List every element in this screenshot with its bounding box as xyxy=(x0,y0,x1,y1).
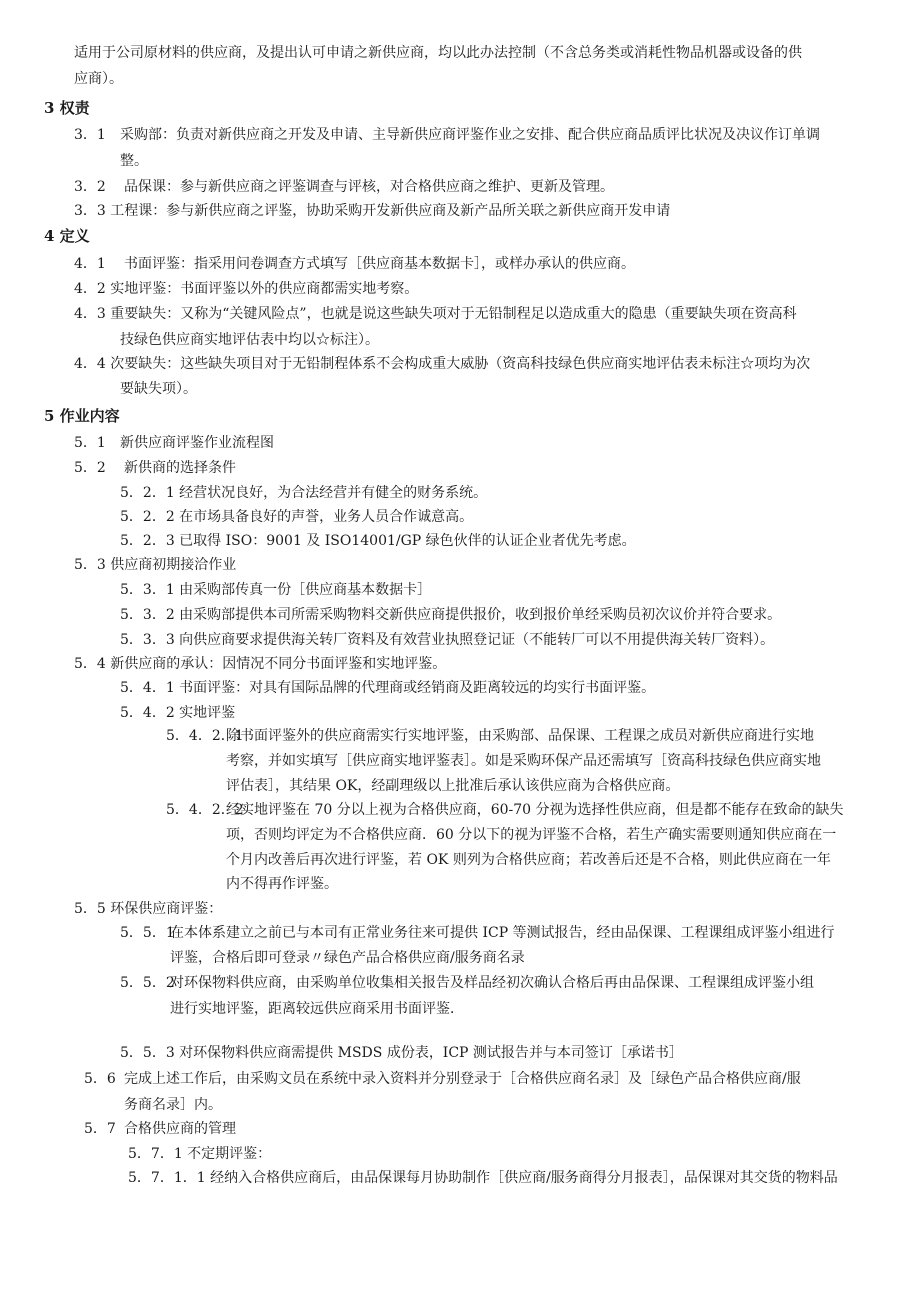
intro-line-2: 应商）。 xyxy=(74,71,123,87)
item-5-4-2-2-line-4: 内不得再作评鉴。 xyxy=(226,876,338,892)
item-5-7-1-1: 5．7．1．1 经纳入合格供应商后，由品保课每月协助制作［供应商/服务商得分月报表］，品保课对其交货的物料品 xyxy=(128,1170,838,1186)
item-3-2-text: 品保课：参与新供应商之评鉴调查与评核，对合格供应商之维护、更新及管理。 xyxy=(124,179,614,195)
item-5-4-2-2-number: 5．4．2．2 xyxy=(166,802,244,818)
item-5-4-2: 5．4．2 实地评鉴 xyxy=(120,705,236,721)
item-5-6-line-1: 完成上述工作后，由采购文员在系统中录入资料并分别登录于［合格供应商名录］及［绿色产品合格供应商/服 xyxy=(124,1071,801,1087)
item-5-3: 5．3 供应商初期接洽作业 xyxy=(74,557,237,573)
item-5-1-text: 新供应商评鉴作业流程图 xyxy=(120,435,274,451)
item-5-5-2-line-2: 进行实地评鉴，距离较远供应商采用书面评鉴． xyxy=(170,1001,464,1017)
item-3-2-number: 3．2 xyxy=(74,179,106,195)
item-4-1-number: 4．1 xyxy=(74,256,106,272)
item-5-4-2-1-line-1: 除书面评鉴外的供应商需实行实地评鉴，由采购部、品保课、工程课之成员对新供应商进行实地 xyxy=(226,728,814,744)
item-5-6-number: 5．6 xyxy=(84,1071,116,1087)
item-5-7-text: 合格供应商的管理 xyxy=(124,1121,236,1137)
item-5-4-2-1-line-2: 考察，并如实填写［供应商实地评鉴表］。如是采购环保产品还需填写［资高科技绿色供应商实地 xyxy=(226,753,821,769)
item-5-4-2-1-line-3: 评估表］，其结果 OK，经副理级以上批准后承认该供应商为合格供应商。 xyxy=(226,778,680,794)
item-4-2-text: 4．2 实地评鉴：书面评鉴以外的供应商都需实地考察。 xyxy=(74,281,419,297)
item-5-5-2-line-1: 对环保物料供应商，由采购单位收集相关报告及样品经初次确认合格后再由品保课、工程课组成评鉴小组 xyxy=(170,975,814,991)
item-3-3-text: 3．3 工程课：参与新供应商之评鉴，协助采购开发新供应商及新产品所关联之新供应商开发申请 xyxy=(74,203,671,219)
item-4-4-line-2: 要缺失项）。 xyxy=(120,381,197,397)
item-5-4-2-2-line-1: 经实地评鉴在 70 分以上视为合格供应商，60-70 分视为选择性供应商，但是都不能存在致命的缺失 xyxy=(226,802,844,818)
item-3-1-number: 3．1 xyxy=(74,127,106,143)
item-5-3-2: 5．3．2 由采购部提供本司所需采购物料交新供应商提供报价，收到报价单经采购员初次议价并符合要求。 xyxy=(120,607,782,623)
item-5-2-text: 新供商的选择条件 xyxy=(124,460,236,476)
item-4-3-line-1: 4．3 重要缺失：又称为“关键风险点”，也就是说这些缺失项对于无铅制程足以造成重大的隐患（重要缺失项在资高科 xyxy=(74,306,797,322)
item-5-7-1: 5．7．1 不定期评鉴： xyxy=(128,1146,272,1162)
item-5-5-2-number: 5．5．2 xyxy=(120,975,175,991)
item-5-4-2-2-line-2: 项，否则均评定为不合格供应商．60 分以下的视为评鉴不合格，若生产确实需要则通知供应商在一 xyxy=(226,827,837,843)
item-5-5-3: 5．5．3 对环保物料供应商需提供 MSDS 成份表，ICP 测试报告并与本司签订［承诺书］ xyxy=(120,1045,683,1061)
item-5-2-number: 5．2 xyxy=(74,460,106,476)
item-5-7-number: 5．7 xyxy=(84,1121,116,1137)
item-5-5: 5．5 环保供应商评鉴： xyxy=(74,901,223,917)
item-5-4-1: 5．4．1 书面评鉴：对具有国际品牌的代理商或经销商及距离较远的均实行书面评鉴。 xyxy=(120,680,656,696)
item-5-6-line-2: 务商名录］内。 xyxy=(124,1097,222,1113)
intro-line-1: 适用于公司原材料的供应商，及提出认可申请之新供应商，均以此办法控制（不含总务类或消耗性物品机器或设备的供 xyxy=(74,45,802,61)
item-5-1-number: 5．1 xyxy=(74,435,106,451)
item-5-4-2-1-number: 5．4．2．1 xyxy=(166,728,244,744)
section-5-heading: 5 作业内容 xyxy=(44,407,120,425)
section-3-heading: 3 权责 xyxy=(44,99,90,117)
item-4-4-line-1: 4．4 次要缺失：这些缺失项目对于无铅制程体系不会构成重大威胁（资高科技绿色供应商实地评估表未标注☆项均为次 xyxy=(74,356,811,372)
section-4-heading: 4 定义 xyxy=(44,227,90,245)
item-3-1-line-1: 采购部：负责对新供应商之开发及申请、主导新供应商评鉴作业之安排、配合供应商品质评比状况及决议作订单调 xyxy=(120,127,820,143)
item-4-3-line-2: 技绿色供应商实地评估表中均以☆标注）。 xyxy=(120,332,379,348)
item-5-2-2: 5．2．2 在市场具备良好的声誉，业务人员合作诚意高。 xyxy=(120,509,474,525)
item-3-1-line-2: 整。 xyxy=(120,153,148,169)
item-5-4: 5．4 新供应商的承认：因情况不同分书面评鉴和实地评鉴。 xyxy=(74,656,447,672)
item-5-4-2-2-line-3: 个月内改善后再次进行评鉴，若 OK 则列为合格供应商；若改善后还是不合格，则此供应商在一年 xyxy=(226,852,831,868)
item-4-1-text: 书面评鉴：指采用问卷调查方式填写［供应商基本数据卡］，或样办承认的供应商。 xyxy=(124,256,635,272)
item-5-5-1-number: 5．5．1 xyxy=(120,925,175,941)
item-5-5-1-line-1: 在本体系建立之前已与本司有正常业务往来可提供 ICP 等测试报告，经由品保课、工程课组成评鉴小组进行 xyxy=(170,925,835,941)
item-5-5-1-line-2: 评鉴，合格后即可登录〃绿色产品合格供应商/服务商名录 xyxy=(170,950,525,966)
item-5-2-3: 5．2．3 已取得 ISO：9001 及 ISO14001/GP 绿色伙伴的认证企业者优先考虑。 xyxy=(120,533,636,549)
item-5-2-1: 5．2．1 经营状况良好，为合法经营并有健全的财务系统。 xyxy=(120,485,488,501)
item-5-3-1: 5．3．1 由采购部传真一份［供应商基本数据卡］ xyxy=(120,582,432,598)
item-5-3-3: 5．3．3 向供应商要求提供海关转厂资料及有效营业执照登记证（不能转厂可以不用提供海关转厂资料）。 xyxy=(120,632,775,648)
